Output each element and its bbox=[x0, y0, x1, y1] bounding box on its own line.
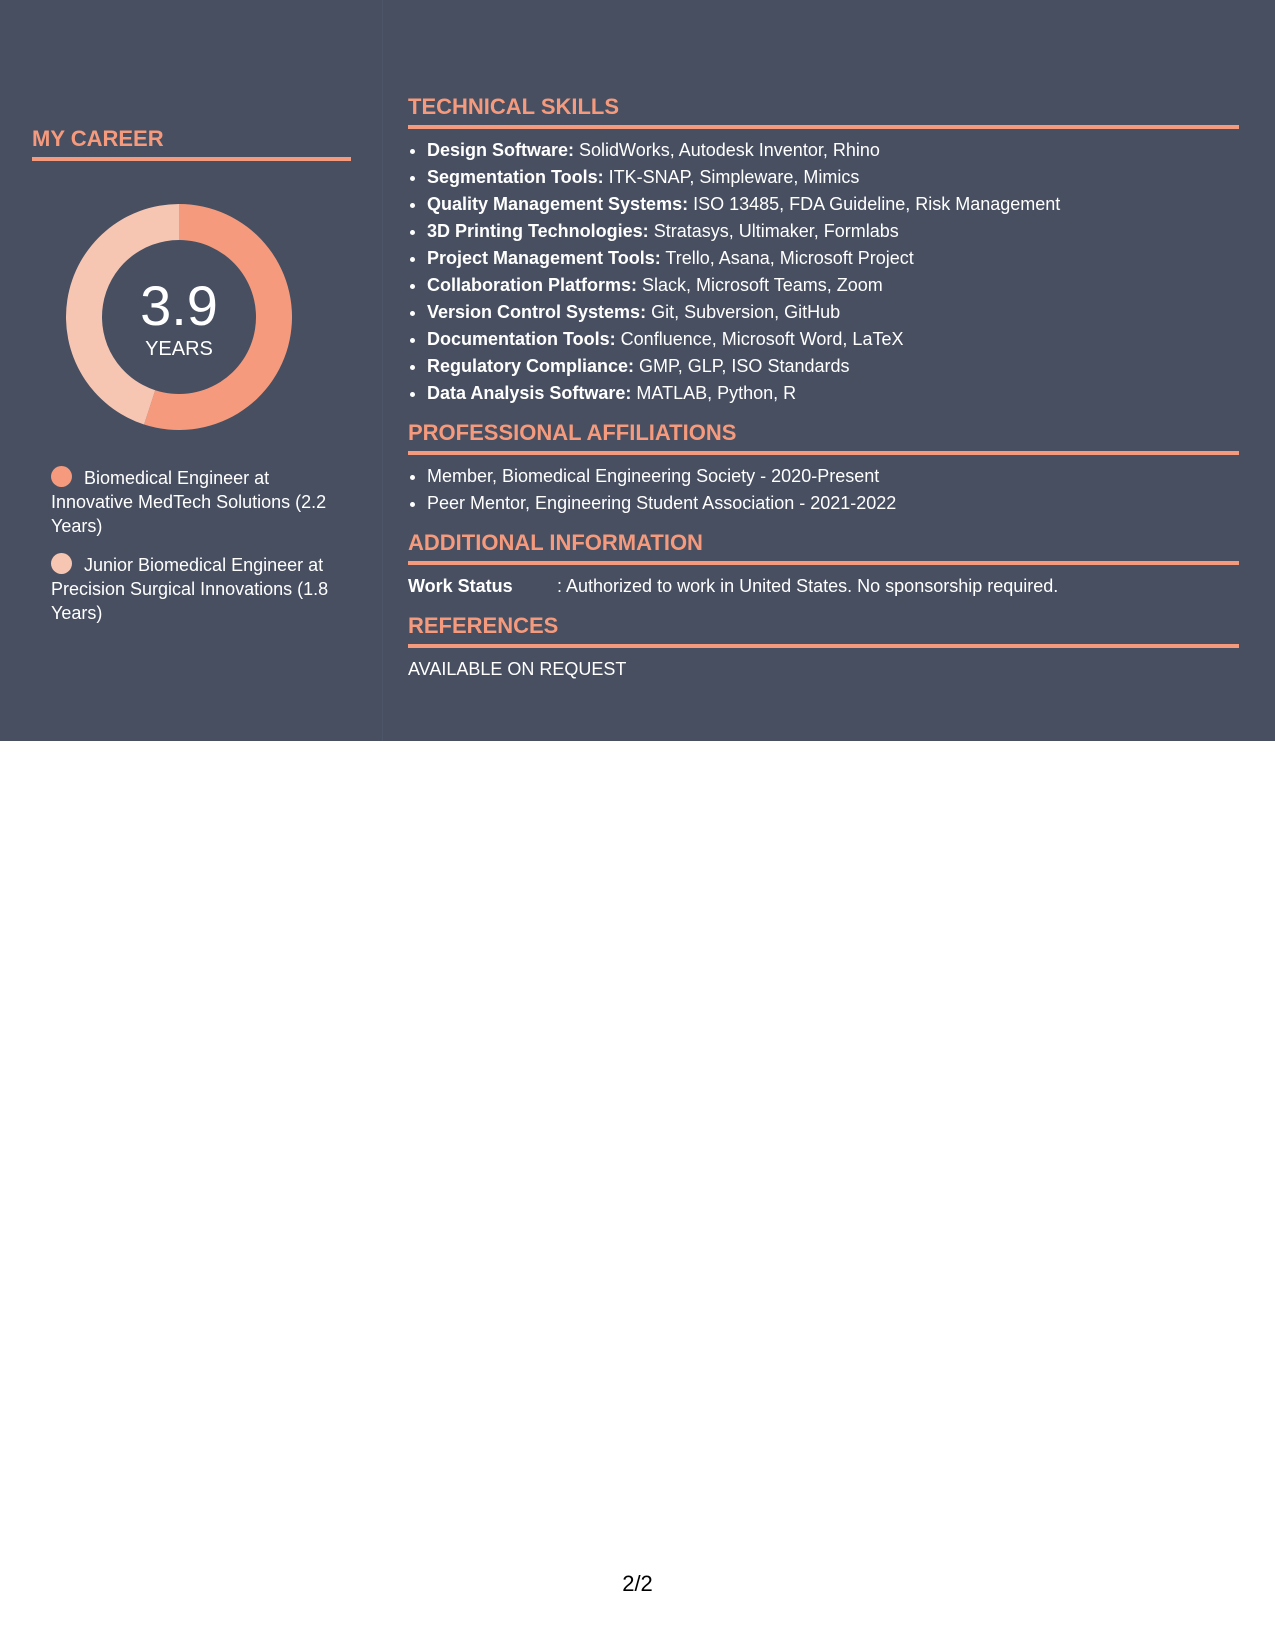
skill-item bbox=[427, 191, 1239, 218]
skill-item bbox=[427, 353, 1239, 380]
skill-label: Collaboration Platforms: bbox=[427, 275, 638, 295]
work-status-label: Work Status bbox=[408, 576, 513, 596]
skill-item bbox=[427, 137, 1239, 164]
technical-skills-title: TECHNICAL SKILLS bbox=[408, 94, 1239, 129]
skill-item bbox=[427, 164, 1239, 191]
skill-item bbox=[427, 326, 1239, 353]
skill-item bbox=[427, 299, 1239, 326]
skill-label: Segmentation Tools: bbox=[427, 167, 604, 187]
skill-value: Confluence, Microsoft Word, LaTeX bbox=[615, 329, 904, 349]
affiliation-item: • Member, Biomedical Engineering Society - 2020-Present bbox=[427, 463, 1239, 490]
legend-dot-icon bbox=[51, 553, 72, 574]
skill-label: Regulatory Compliance: bbox=[427, 356, 635, 376]
skill-label: Design Software: bbox=[427, 140, 575, 160]
skill-value: SolidWorks, Autodesk Inventor, Rhino bbox=[574, 140, 880, 160]
career-legend bbox=[51, 466, 341, 625]
legend-label: Junior Biomedical Engineer at Precision Surgical Innovations (1.8 Years) bbox=[51, 555, 329, 623]
career-title: MY CAREER bbox=[32, 126, 351, 161]
column-divider bbox=[382, 0, 383, 741]
legend-label: Biomedical Engineer at Innovative MedTech Solutions (2.2 Years) bbox=[51, 468, 327, 536]
skill-value: GMP, GLP, ISO Standards bbox=[634, 356, 850, 376]
total-years-unit: YEARS bbox=[145, 338, 213, 360]
affiliations-title: PROFESSIONAL AFFILIATIONS bbox=[408, 420, 1239, 455]
skill-value: Slack, Microsoft Teams, Zoom bbox=[637, 275, 883, 295]
skill-value: Trello, Asana, Microsoft Project bbox=[660, 248, 914, 268]
work-status-value: : Authorized to work in United States. No sponsorship required. bbox=[557, 576, 1059, 596]
affiliations-list bbox=[408, 463, 1239, 517]
skill-label: 3D Printing Technologies: bbox=[427, 221, 649, 241]
skill-item bbox=[427, 245, 1239, 272]
total-years-value: 3.9 bbox=[140, 274, 218, 337]
additional-info-title: ADDITIONAL INFORMATION bbox=[408, 530, 1239, 565]
legend-item bbox=[51, 466, 341, 538]
skill-label: Documentation Tools: bbox=[427, 329, 616, 349]
skill-value: ITK-SNAP, Simpleware, Mimics bbox=[603, 167, 860, 187]
technical-skills-list bbox=[408, 137, 1239, 407]
legend-dot-icon bbox=[51, 466, 72, 487]
skill-item bbox=[427, 272, 1239, 299]
technical-skills-section bbox=[408, 94, 1239, 407]
affiliations-section bbox=[408, 420, 1239, 517]
career-column bbox=[32, 126, 351, 640]
skill-value: MATLAB, Python, R bbox=[631, 383, 797, 403]
donut-center bbox=[66, 204, 292, 430]
career-donut-chart bbox=[66, 204, 292, 430]
details-column bbox=[408, 94, 1239, 696]
skill-label: Project Management Tools: bbox=[427, 248, 661, 268]
references-section bbox=[408, 613, 1239, 683]
legend-item bbox=[51, 553, 341, 625]
references-text: AVAILABLE ON REQUEST bbox=[408, 659, 627, 679]
page-number: 2/2 bbox=[622, 1571, 653, 1596]
work-status-row bbox=[408, 573, 1239, 600]
skill-value: ISO 13485, FDA Guideline, Risk Management bbox=[688, 194, 1061, 214]
affiliation-item: • Peer Mentor, Engineering Student Association - 2021-2022 bbox=[427, 490, 1239, 517]
skill-value: Git, Subversion, GitHub bbox=[646, 302, 841, 322]
additional-info-section bbox=[408, 530, 1239, 600]
skill-item bbox=[427, 380, 1239, 407]
skill-value: Stratasys, Ultimaker, Formlabs bbox=[648, 221, 899, 241]
skill-label: Version Control Systems: bbox=[427, 302, 647, 322]
references-title: REFERENCES bbox=[408, 613, 1239, 648]
skill-label: Data Analysis Software: bbox=[427, 383, 632, 403]
skill-label: Quality Management Systems: bbox=[427, 194, 689, 214]
skill-item bbox=[427, 218, 1239, 245]
